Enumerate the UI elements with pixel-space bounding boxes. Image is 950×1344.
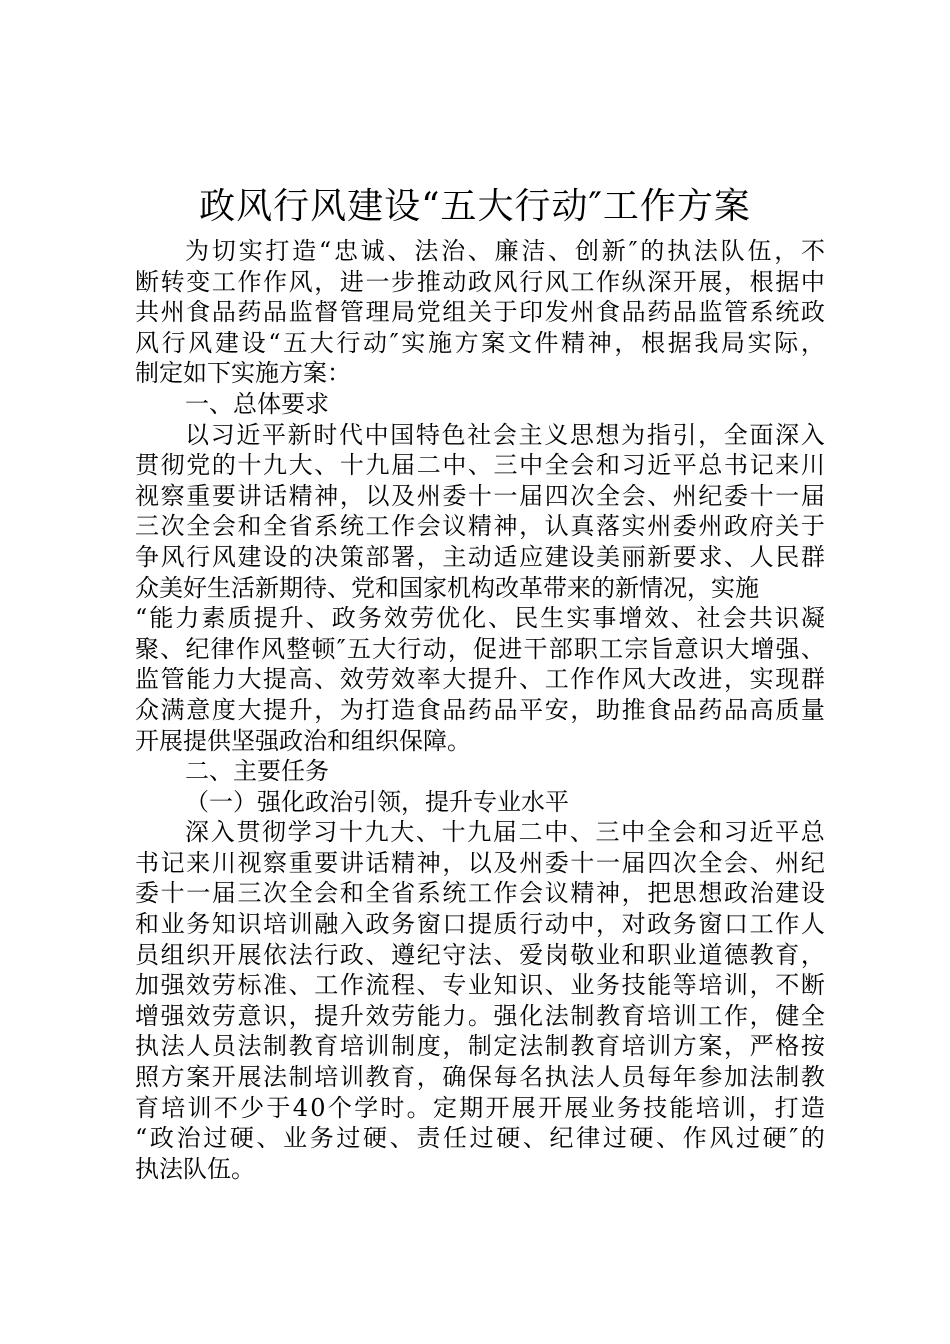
text-line: 育 培 训 不 少 于 4 0 个 学 时 。 定 期 开 展 开 展 业 务 技 能 培 训 ， 打 造 [135, 1093, 825, 1122]
text-line: 共 州 食 品 药 品 监 督 管 理 局 党 组 关 于 印 发 州 食 品 药 品 监 管 系 统 政 [135, 298, 825, 327]
text-line: 二、主要任务 [185, 757, 329, 786]
text-line: 贯 彻 党 的 十 九 大 、 十 九 届 二 中 、 三 中 全 会 和 习 近 平 总 书 记 来 川 [135, 451, 825, 480]
text-line: 制定如下实施方案： [135, 359, 351, 388]
text-line: 深 入 贯 彻 学 习 十 九 大 、 十 九 届 二 中 、 三 中 全 会 和 习 近 平 总 [185, 818, 825, 847]
text-line: 增 强 效 劳 意 识 ， 提 升 效 劳 能 力 。 强 化 法 制 教 育 培 训 工 作 ， 健 全 [135, 1001, 825, 1030]
text-line: 断 转 变 工 作 作 风 ， 进 一 步 推 动 政 风 行 风 工 作 纵 深 开 展 ， 根 据 中 [135, 267, 825, 296]
text-line: 众美好生活新期待、党和国家机构改革带来的新情况，实施 [135, 573, 759, 602]
text-line: 委 十 一 届 三 次 全 会 和 全 省 系 统 工 作 会 议 精 神 ， 把 思 想 政 治 建 设 [135, 879, 825, 908]
text-line: 员 组 织 开 展 依 法 行 政 、 遵 纪 守 法 、 爱 岗 敬 业 和 职 业 道 德 教 育 ， [135, 940, 825, 969]
text-line: （一）强化政治引领，提升专业水平 [185, 787, 569, 816]
text-line: 开展提供坚强政治和组织保障。 [135, 726, 471, 755]
text-line: “ 政 治 过 硬 、 业 务 过 硬 、 责 任 过 硬 、 纪 律 过 硬 、 作 风 过 硬 ″ 的 [135, 1124, 825, 1153]
text-line: 视 察 重 要 讲 话 精 神 ， 以 及 州 委 十 一 届 四 次 全 会 、 州 纪 委 十 一 届 [135, 481, 825, 510]
text-line: 以 习 近 平 新 时 代 中 国 特 色 社 会 主 义 思 想 为 指 引 ， 全 面 深 入 [185, 420, 825, 449]
text-line: “ 能 力 素 质 提 升 、 政 务 效 劳 优 化 、 民 生 实 事 增 效 、 社 会 共 识 凝 [135, 604, 825, 633]
text-line: 照 方 案 开 展 法 制 培 训 教 育 ， 确 保 每 名 执 法 人 员 每 年 参 加 法 制 教 [135, 1063, 825, 1092]
text-line: 和 业 务 知 识 培 训 融 入 政 务 窗 口 提 质 行 动 中 ， 对 政 务 窗 口 工 作 人 [135, 910, 825, 939]
text-line: 聚 、 纪 律 作 风 整 顿 ″ 五 大 行 动 ， 促 进 干 部 职 工 宗 旨 意 识 大 增 强 、 [135, 634, 825, 663]
document-body [135, 236, 825, 1184]
text-line: 众 满 意 度 大 提 升 ， 为 打 造 食 品 药 品 平 安 ， 助 推 食 品 药 品 高 质 量 [135, 695, 825, 724]
text-line: 三 次 全 会 和 全 省 系 统 工 作 会 议 精 神 ， 认 真 落 实 州 委 州 政 府 关 于 [135, 512, 825, 541]
text-line: 一、总体要求 [185, 389, 329, 418]
text-line: 执法队伍。 [135, 1154, 255, 1183]
text-line: 加 强 效 劳 标 准 、 工 作 流 程 、 专 业 知 识 、 业 务 技 能 等 培 训 ， 不 断 [135, 971, 825, 1000]
text-line: 执 法 人 员 法 制 教 育 培 训 制 度 ， 制 定 法 制 教 育 培 训 方 案 ， 严 格 按 [135, 1032, 825, 1061]
text-line: 为 切 实 打 造 “ 忠 诚 、 法 治 、 廉 洁 、 创 新 ″ 的 执 法 队 伍 ， 不 [185, 237, 825, 265]
text-line: 争 风 行 风 建 设 的 决 策 部 署 ， 主 动 适 应 建 设 美 丽 新 要 求 、 人 民 群 [135, 542, 825, 571]
text-line: 书 记 来 川 视 察 重 要 讲 话 精 神 ， 以 及 州 委 十 一 届 四 次 全 会 、 州 纪 [135, 848, 825, 877]
text-line: 监 管 能 力 大 提 高 、 效 劳 效 率 大 提 升 、 工 作 作 风 大 改 进 ， 实 现 群 [135, 665, 825, 694]
text-line: 风 行 风 建 设 “ 五 大 行 动 ″ 实 施 方 案 文 件 精 神 ， 根 据 我 局 实 际 ， [135, 328, 825, 357]
document-title: 政风行风建设“五大行动″工作方案 [199, 186, 751, 227]
